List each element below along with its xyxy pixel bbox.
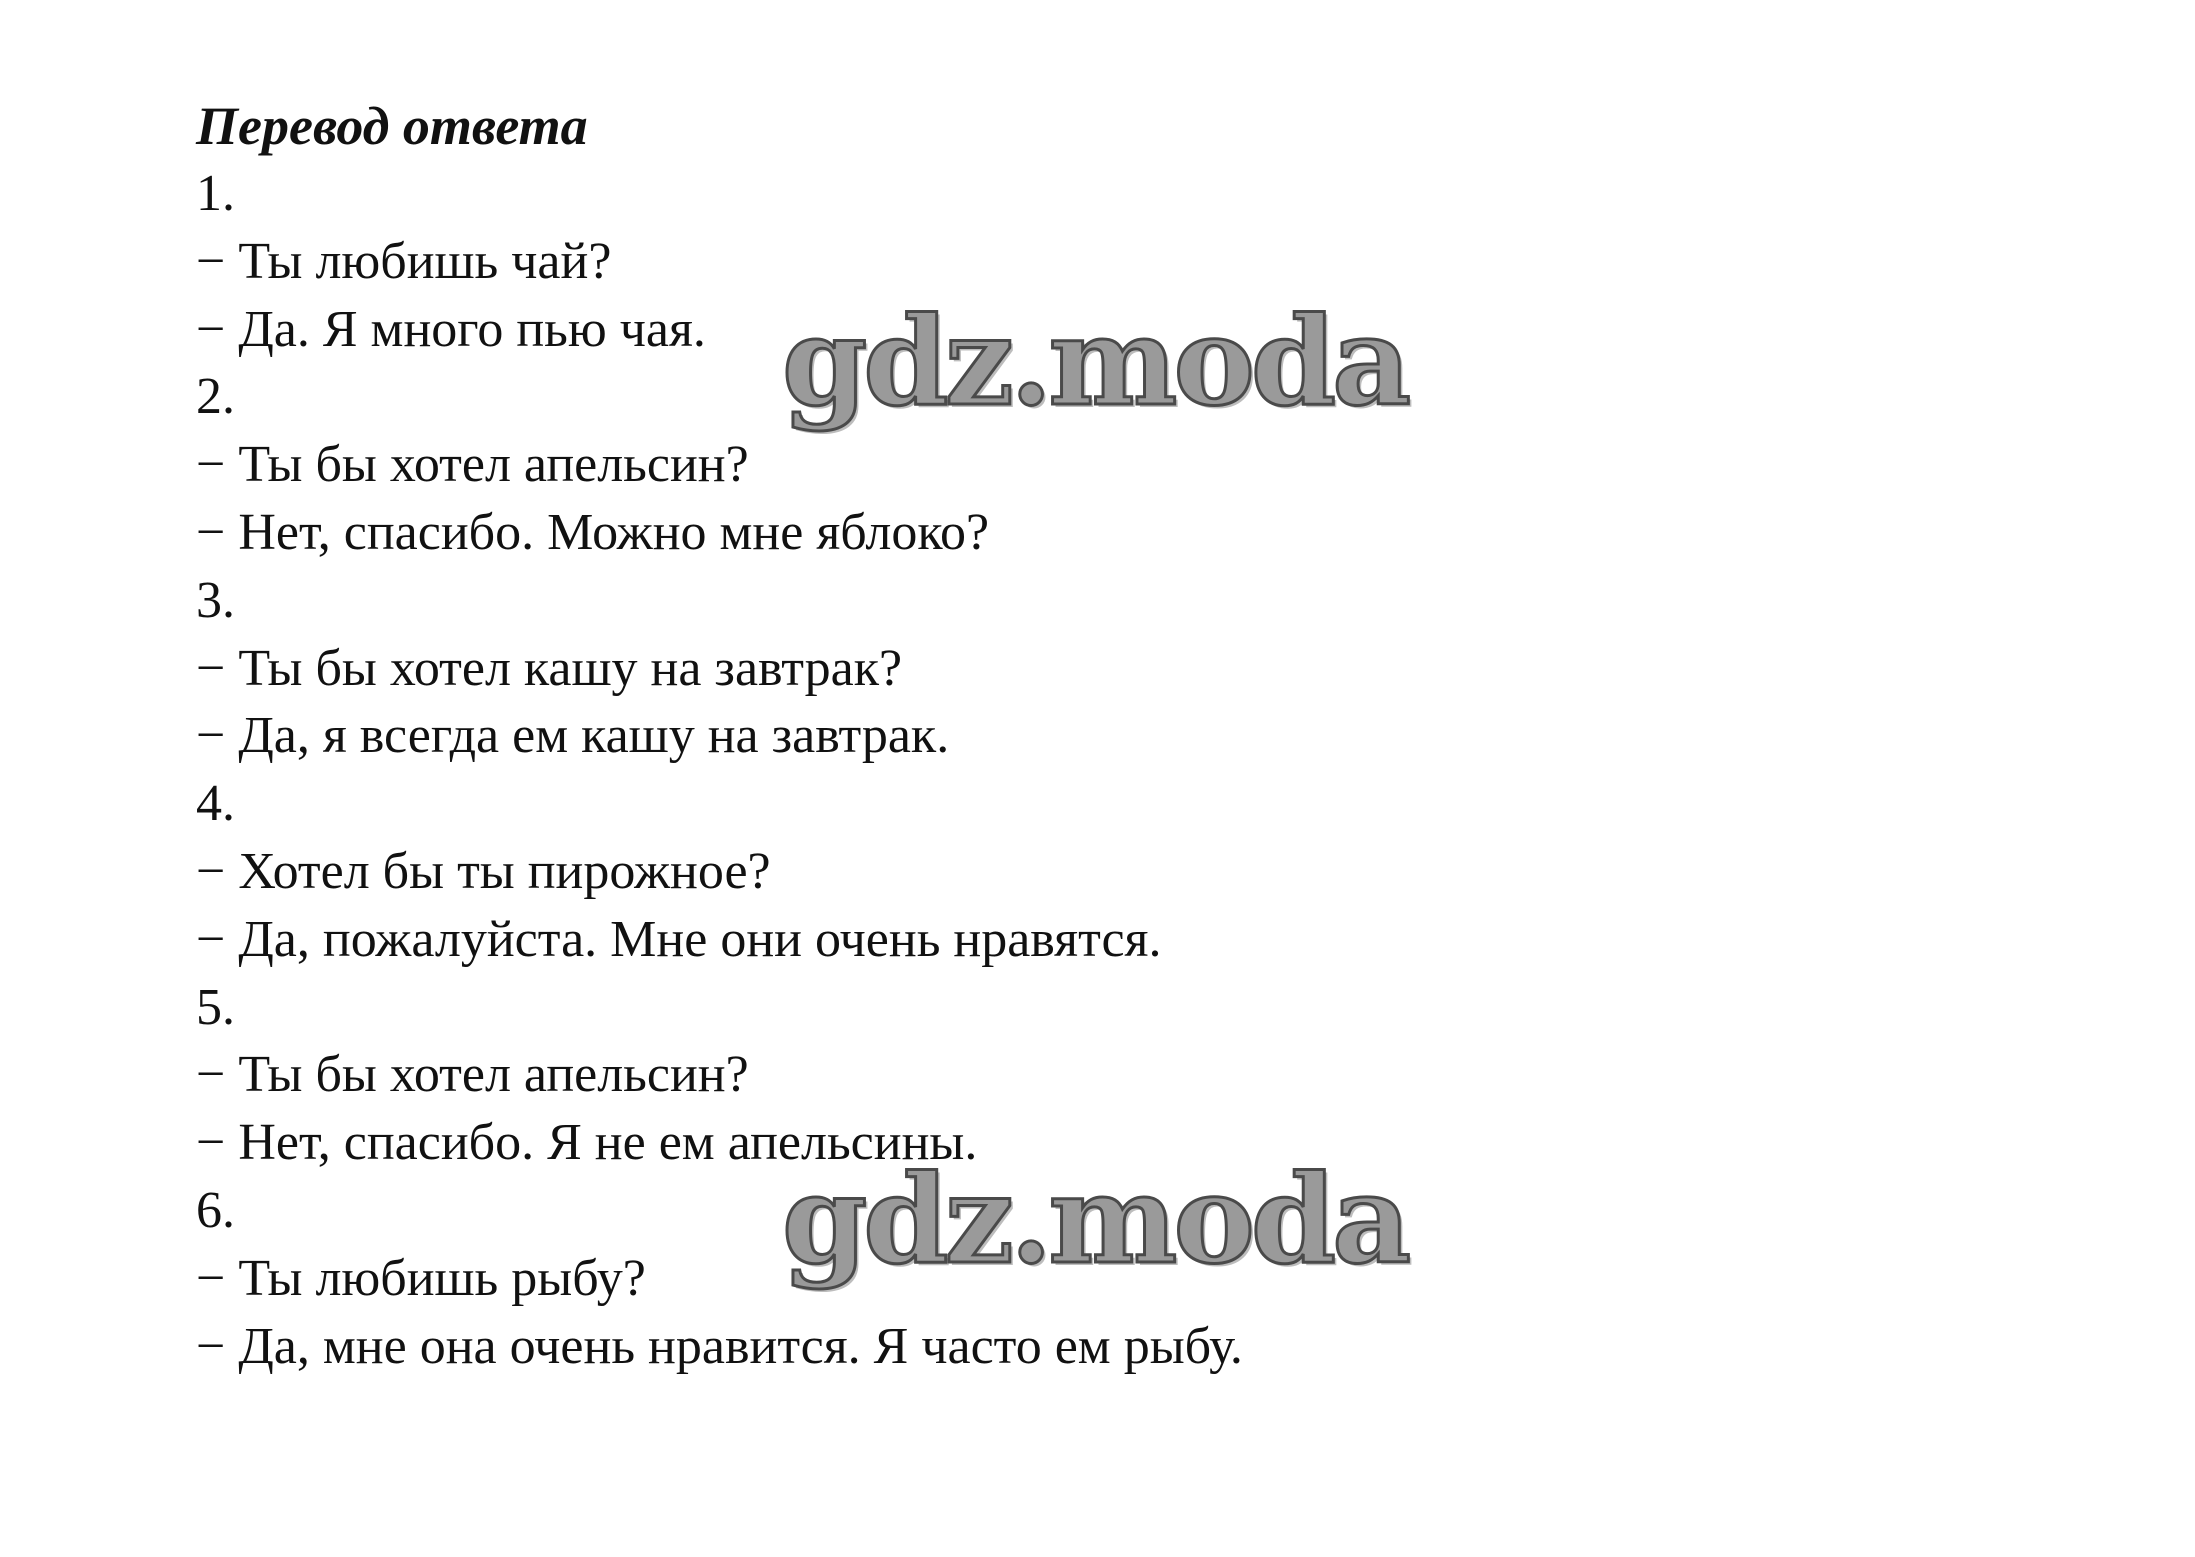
- item-number: 4.: [196, 775, 235, 833]
- dialogue-line: − Хотел бы ты пирожное?: [196, 842, 771, 900]
- document-title: Перевод ответа: [196, 96, 588, 156]
- dialogue-line: − Нет, спасибо. Я не ем апельсины.: [196, 1114, 978, 1172]
- item-number: 3.: [196, 571, 235, 629]
- dialogue-line: − Ты любишь чай?: [196, 232, 612, 290]
- item-number: 2.: [196, 368, 235, 426]
- dialogue-line: − Ты бы хотел апельсин?: [196, 1046, 749, 1104]
- dialogue-line: − Ты любишь рыбу?: [196, 1249, 646, 1307]
- watermark: gdz.moda: [782, 1147, 1408, 1291]
- dialogue-line: − Нет, спасибо. Можно мне яблоко?: [196, 503, 990, 561]
- dialogue-line: − Да, мне она очень нравится. Я часто ем рыбу.: [196, 1317, 1243, 1375]
- dialogue-line: − Ты бы хотел апельсин?: [196, 436, 749, 494]
- item-number: 5.: [196, 978, 235, 1036]
- dialogue-line: − Да, пожалуйста. Мне они очень нравятся.: [196, 910, 1162, 968]
- dialogue-line: − Да, я всегда ем кашу на завтрак.: [196, 707, 950, 765]
- dialogue-line: − Ты бы хотел кашу на завтрак?: [196, 639, 903, 697]
- watermark: gdz.moda: [782, 289, 1408, 433]
- item-number: 6.: [196, 1181, 235, 1239]
- dialogue-line: − Да. Я много пью чая.: [196, 300, 706, 358]
- item-number: 1.: [196, 165, 235, 222]
